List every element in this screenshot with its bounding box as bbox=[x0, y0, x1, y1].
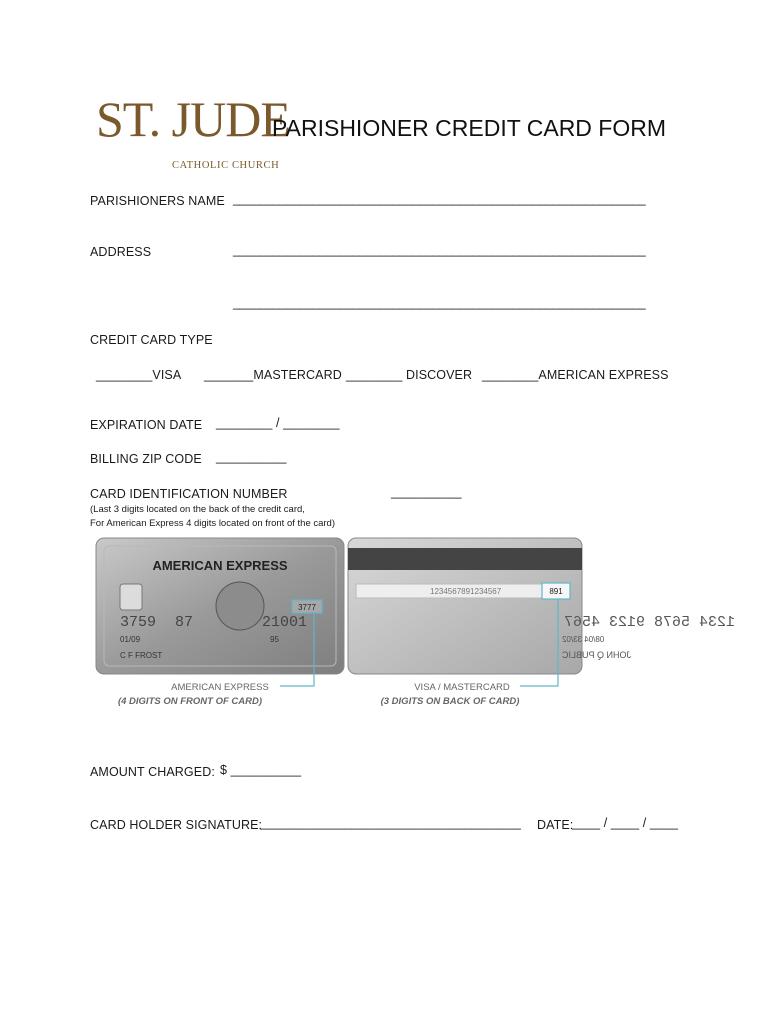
zip-label: BILLING ZIP CODE bbox=[90, 452, 202, 466]
amount-field[interactable]: $ __________ bbox=[220, 763, 302, 777]
card-type-discover-option[interactable]: ________ DISCOVER bbox=[346, 368, 473, 382]
cid-field[interactable]: __________ bbox=[391, 485, 462, 499]
signature-label: CARD HOLDER SIGNATURE: bbox=[90, 818, 263, 832]
visa-caption-line-1: VISA / MASTERCARD bbox=[414, 682, 510, 693]
amex-card-front bbox=[96, 538, 344, 686]
amount-label: AMOUNT CHARGED: bbox=[90, 765, 215, 779]
back-number-text: 1234 5678 9123 4567 bbox=[564, 614, 736, 631]
amex-valid2-text: 95 bbox=[270, 635, 279, 644]
visa-caption-line-2: (3 DIGITS ON BACK OF CARD) bbox=[380, 696, 520, 707]
card-type-visa-option[interactable]: ________VISA bbox=[96, 368, 182, 382]
card-type-mastercard-option[interactable]: _______MASTERCARD bbox=[204, 368, 342, 382]
amex-caption-line-1: AMERICAN EXPRESS bbox=[171, 682, 269, 693]
amex-number-1: 3759 bbox=[120, 614, 157, 631]
amex-cid-text: 3777 bbox=[298, 603, 316, 612]
name-field[interactable]: ______________________________________________________________ bbox=[233, 192, 646, 206]
amex-valid-text: 01/09 bbox=[120, 635, 141, 644]
amex-brand-text: AMERICAN EXPRESS bbox=[152, 558, 288, 573]
amex-number-3: 21001 bbox=[262, 614, 308, 631]
amex-holder-text: C F FROST bbox=[120, 651, 163, 660]
date-field[interactable]: ____ / ____ / ____ bbox=[572, 816, 679, 830]
address-field-line-1[interactable]: ______________________________________________________________ bbox=[233, 243, 646, 257]
address-field-line-2[interactable]: ______________________________________________________________ bbox=[233, 296, 646, 310]
back-name-text: JOHN Q PUBLIC bbox=[562, 650, 632, 660]
expiration-label: EXPIRATION DATE bbox=[90, 418, 203, 432]
date-label: DATE: bbox=[537, 818, 574, 832]
back-dates-text: 08/04 33/02 bbox=[562, 635, 605, 644]
visa-card-back bbox=[348, 538, 735, 686]
page-title: PARISHIONER CREDIT CARD FORM bbox=[272, 115, 667, 141]
zip-field[interactable]: __________ bbox=[216, 450, 287, 464]
signature-field[interactable]: _____________________________________ bbox=[260, 816, 521, 830]
card-illustration bbox=[90, 534, 736, 714]
amex-caption-line-2: (4 DIGITS ON FRONT OF CARD) bbox=[117, 696, 263, 707]
address-label: ADDRESS bbox=[90, 245, 152, 259]
church-logo: ST. JUDE bbox=[96, 91, 290, 147]
back-cid-text: 891 bbox=[549, 587, 563, 596]
name-label: PARISHIONERS NAME bbox=[90, 194, 225, 208]
card-type-amex-option[interactable]: ________AMERICAN EXPRESS bbox=[482, 368, 669, 382]
expiration-field[interactable]: ________ / ________ bbox=[216, 416, 340, 430]
cid-note-line-1: (Last 3 digits located on the back of the credit card, bbox=[90, 504, 305, 515]
card-type-label: CREDIT CARD TYPE bbox=[90, 333, 213, 347]
back-strip-digits: 1234567891234567 bbox=[430, 587, 502, 596]
centurion-icon bbox=[216, 582, 264, 630]
cid-label: CARD IDENTIFICATION NUMBER bbox=[90, 487, 288, 501]
chip-icon bbox=[120, 584, 142, 610]
cid-note-line-2: For American Express 4 digits located on front of the card) bbox=[90, 518, 336, 529]
amex-number-2: 87 bbox=[175, 614, 194, 631]
church-logo-subtitle: CATHOLIC CHURCH bbox=[172, 160, 280, 171]
